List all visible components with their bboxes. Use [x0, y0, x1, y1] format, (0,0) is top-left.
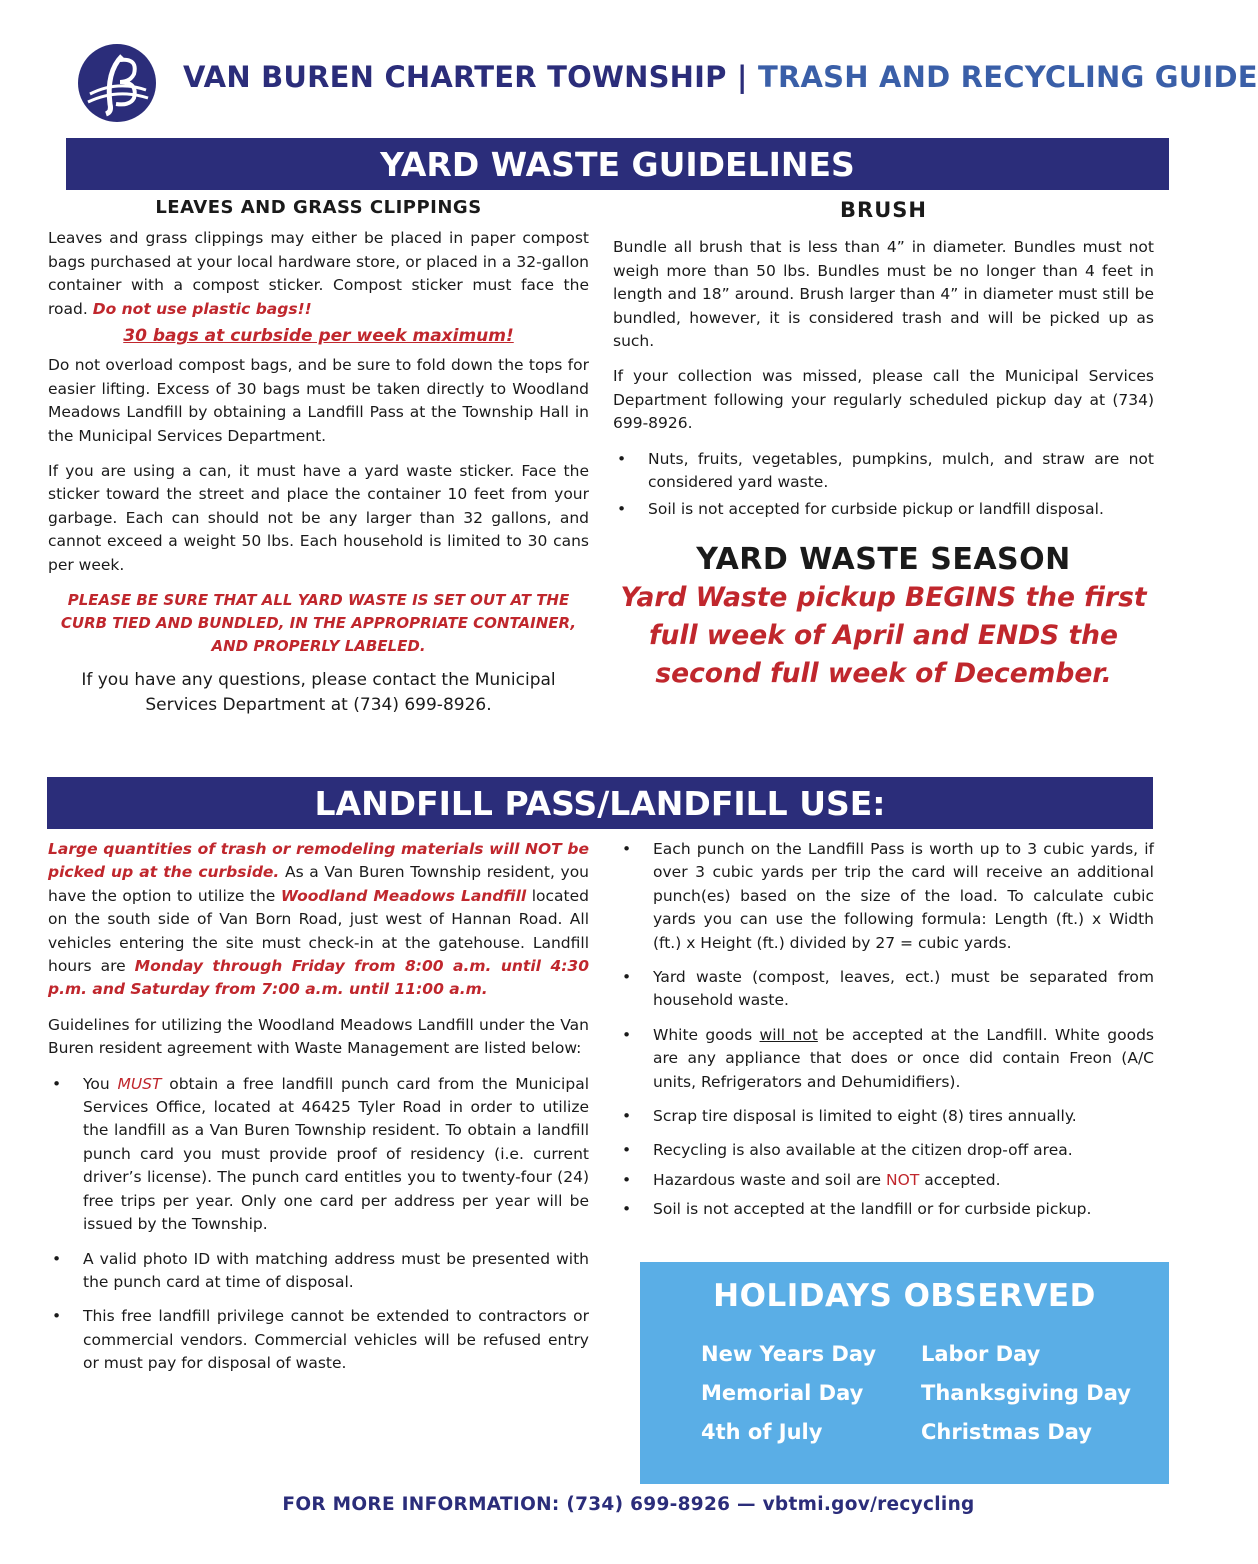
- township-logo: [76, 42, 158, 124]
- leaves-heading: LEAVES AND GRASS CLIPPINGS: [155, 197, 482, 218]
- large-quantities-warning: Large quantities of trash or remodeling materials will NOT be picked up at the curbside.: [48, 840, 589, 882]
- list-item: [618, 1169, 1154, 1192]
- holiday-new-years-day: New Years Day: [701, 1342, 877, 1366]
- list-item: • A valid photo ID with matching address must be presented with the punch card at time of disposal.: [48, 1248, 589, 1295]
- leaves-paragraph-2: Do not overload compost bags, and be sure to fold down the tops for easier lifting. Excess of 30 bags must be taken directly to Woodland Meadows Landfill by obtaining a Landfill Pass at the Township Hall in the Municipal Services Department.: [48, 356, 589, 445]
- holiday-thanksgiving-day: Thanksgiving Day: [921, 1381, 1131, 1405]
- landfill-left-bullet-list: [48, 1073, 589, 1376]
- list-item: • This free landfill privilege cannot be extended to contractors or commercial vendors. Commercial vehicles will be refused entry or must pay for disposal of waste.: [48, 1305, 589, 1375]
- punch-card-text-pre: You: [83, 1074, 110, 1093]
- yard-waste-season-text: Yard Waste pickup BEGINS the first full week of April and ENDS the second full week of December.: [620, 582, 1147, 690]
- holidays-title: HOLIDAYS OBSERVED: [713, 1278, 1096, 1314]
- list-item: • Each punch on the Landfill Pass is worth up to 3 cubic yards, if over 3 cubic yards per trip the card will receive an additional punch(es) based on the size of the load. To calculate cubic yards you can use the following formula: Length (ft.) x Width (ft.) x Height (ft.) divided by 27 = cubic yards.: [618, 838, 1154, 955]
- header-title-township: VAN BUREN CHARTER TOWNSHIP: [183, 60, 727, 94]
- landfill-intro-text-1: As a Van Buren Township resident, you have the option to utilize the: [48, 863, 590, 905]
- brush-paragraph-1: Bundle all brush that is less than 4” in diameter. Bundles must not weigh more than 50 lbs. Bundles must be no longer than 4 feet in length and 18” around. Brush larger than 4” in diameter must still be bundled, however, it is considered trash and will be picked up as such.: [613, 238, 1154, 351]
- landfill-intro: [48, 838, 589, 1002]
- hazardous-pre: Hazardous waste and soil are: [653, 1170, 882, 1189]
- header-title-separator: |: [736, 60, 748, 94]
- landfill-right-column: [618, 838, 1154, 1233]
- bags-maximum-notice: 30 bags at curbside per week maximum!: [123, 326, 514, 347]
- leaves-p1-text: Leaves and grass clippings may either be placed in paper compost bags purchased at your local hardware store, or placed in a 32-gallon container with a compost sticker. Compost sticker must face the road.: [48, 229, 589, 318]
- brush-bullet-list: [613, 448, 1154, 522]
- landfill-name: Woodland Meadows Landfill: [280, 886, 527, 905]
- header-title-guide: TRASH AND RECYCLING GUIDE: [757, 60, 1258, 94]
- list-item: • Soil is not accepted for curbside pickup or landfill disposal.: [613, 498, 1154, 521]
- list-item: [618, 1024, 1154, 1094]
- footer-contact: FOR MORE INFORMATION: (734) 699-8926 — vbtmi.gov/recycling: [282, 1494, 975, 1515]
- holiday-christmas-day: Christmas Day: [921, 1420, 1092, 1444]
- must-emphasis: MUST: [117, 1074, 162, 1093]
- holiday-labor-day: Labor Day: [921, 1342, 1041, 1366]
- punch-card-text-post: obtain a free landfill punch card from the Municipal Services Office, located at 46425 Tyler Road in order to utilize the landfill as a Van Buren Township resident. To obtain a landfill punch card you must provide proof of residency (i.e. current driver’s license). The punch card entitles you to twenty-four (24) free trips per year. Only one card per address per year will be issued by the Township.: [83, 1074, 590, 1234]
- questions-contact: If you have any questions, please contact the Municipal Services Department at (734) 699-8926.: [81, 670, 556, 716]
- landfill-intro-text-2: located on the south side of Van Born Road, just west of Hannan Road. All vehicles entering the site must check-in at the gatehouse. Landfill hours are: [48, 886, 589, 976]
- not-emphasis: NOT: [886, 1170, 920, 1189]
- landfill-hours: Monday through Friday from 8:00 a.m. until 4:30 p.m. and Saturday from 7:00 a.m. until 11:00 a.m.: [48, 957, 589, 999]
- yard-waste-setout-warning: PLEASE BE SURE THAT ALL YARD WASTE IS SET OUT AT THE CURB TIED AND BUNDLED, IN THE APPROPRIATE CONTAINER, AND PROPERLY LABELED.: [60, 591, 577, 656]
- will-not-emphasis: will not: [759, 1025, 818, 1044]
- yard-waste-banner: YARD WASTE GUIDELINES: [66, 138, 1169, 190]
- list-item: • Nuts, fruits, vegetables, pumpkins, mulch, and straw are not considered yard waste.: [613, 448, 1154, 495]
- leaves-paragraph-1: [48, 227, 589, 321]
- hazardous-post: accepted.: [924, 1170, 1001, 1189]
- list-item: • Recycling is also available at the citizen drop-off area.: [618, 1139, 1154, 1162]
- list-item: • Scrap tire disposal is limited to eight (8) tires annually.: [618, 1105, 1154, 1128]
- holidays-box: [640, 1262, 1169, 1484]
- yard-waste-season-heading: YARD WASTE SEASON: [696, 541, 1071, 577]
- holiday-4th-of-july: 4th of July: [701, 1420, 823, 1444]
- white-goods-post: be accepted at the Landfill. White goods are any appliance that does or once did contain Freon (A/C units, Refrigerators and Dehumidifiers).: [653, 1025, 1154, 1091]
- leaves-section: [48, 196, 589, 718]
- plastic-bags-warning: Do not use plastic bags!!: [92, 299, 312, 318]
- list-item: • Soil is not accepted at the landfill or for curbside pickup.: [618, 1198, 1154, 1221]
- list-item: [48, 1073, 589, 1237]
- landfill-banner: LANDFILL PASS/LANDFILL USE:: [47, 777, 1153, 829]
- holiday-memorial-day: Memorial Day: [701, 1381, 864, 1405]
- landfill-left-column: [48, 838, 589, 1387]
- leaves-paragraph-3: If you are using a can, it must have a yard waste sticker. Face the sticker toward the street and place the container 10 feet from your garbage. Each can should not be any larger than 32 gallons, and cannot exceed a weight 50 lbs. Each household is limited to 30 cans per week.: [48, 462, 589, 574]
- white-goods-pre: White goods: [653, 1025, 753, 1044]
- brush-heading: BRUSH: [840, 198, 927, 222]
- header-title: [183, 60, 1258, 94]
- brush-paragraph-2: If your collection was missed, please call the Municipal Services Department following your regularly scheduled pickup day at (734) 699-8926.: [613, 367, 1154, 433]
- landfill-right-bullet-list: [618, 838, 1154, 1222]
- landfill-guidelines-intro: Guidelines for utilizing the Woodland Meadows Landfill under the Van Buren resident agreement with Waste Management are listed below:: [48, 1015, 589, 1058]
- list-item: • Yard waste (compost, leaves, ect.) must be separated from household waste.: [618, 966, 1154, 1013]
- brush-section: [613, 196, 1154, 693]
